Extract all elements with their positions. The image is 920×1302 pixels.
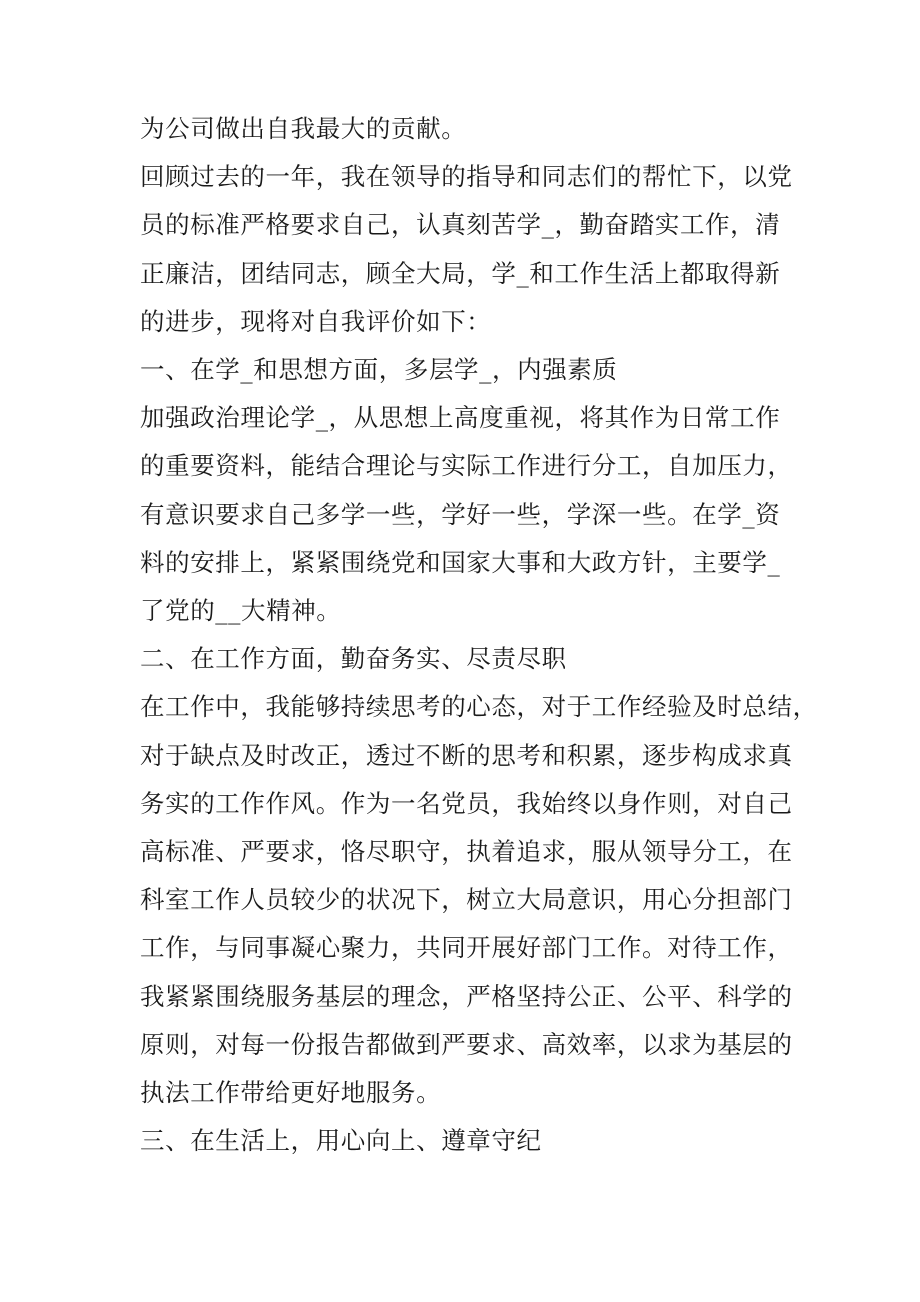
text-line: 科室工作人员较少的状况下，树立大局意识，用心分担部门 <box>140 885 793 915</box>
section-heading-3: 三、在生活上，用心向上、遵章守纪 <box>140 1126 542 1156</box>
text-line: 了党的__大精神。 <box>140 596 342 626</box>
text-line: 对于缺点及时改正，透过不断的思考和积累，逐步构成求真 <box>140 740 793 770</box>
text-line: 有意识要求自己多学一些，学好一些，学深一些。在学_资 <box>140 499 781 529</box>
text-line: 在工作中，我能够持续思考的心态，对于工作经验及时总结， <box>140 692 818 722</box>
text-line: 员的标准严格要求自己，认真刻苦学_，勤奋踏实工作，清 <box>140 210 781 240</box>
text-line: 的进步，现将对自我评价如下： <box>140 306 492 336</box>
document-body <box>140 105 818 1165</box>
text-line: 原则，对每一份报告都做到严要求、高效率，以求为基层的 <box>140 1029 793 1059</box>
text-line: 正廉洁，团结同志，顾全大局，学_和工作生活上都取得新 <box>140 258 781 288</box>
text-line: 加强政治理论学_，从思想上高度重视，将其作为日常工作 <box>140 403 781 433</box>
text-line: 的重要资料，能结合理论与实际工作进行分工，自加压力， <box>140 451 793 481</box>
text-line: 工作，与同事凝心聚力，共同开展好部门工作。对待工作， <box>140 933 793 963</box>
text-line: 务实的工作作风。作为一名党员，我始终以身作则，对自己 <box>140 788 793 818</box>
text-line: 我紧紧围绕服务基层的理念，严格坚持公正、公平、科学的 <box>140 981 793 1011</box>
text-line: 料的安排上，紧紧围绕党和国家大事和大政方针，主要学_ <box>140 547 781 577</box>
text-line: 执法工作带给更好地服务。 <box>140 1078 442 1108</box>
section-heading-1: 一、在学_和思想方面，多层学_，内强素质 <box>140 355 618 385</box>
text-line: 回顾过去的一年，我在领导的指导和同志们的帮忙下，以党 <box>140 162 793 192</box>
text-line: 高标准、严要求，恪尽职守，执着追求，服从领导分工，在 <box>140 837 793 867</box>
text-line: 为公司做出自我最大的贡献。 <box>140 114 467 143</box>
section-heading-2: 二、在工作方面，勤奋务实、尽责尽职 <box>140 644 567 674</box>
